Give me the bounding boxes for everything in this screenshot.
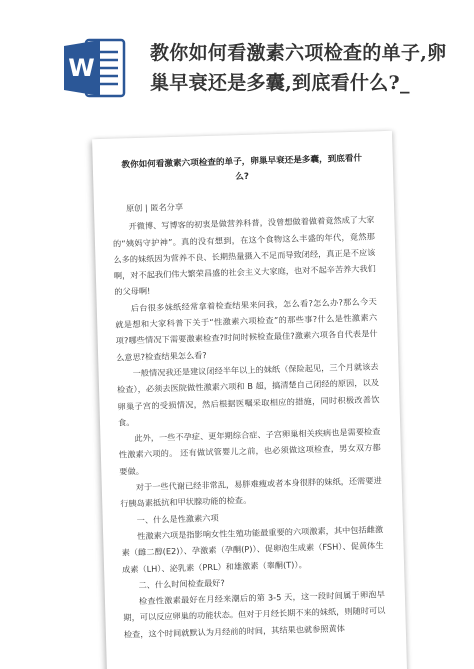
paragraph: 对于一些代谢已经非常乱，易胖难瘦或者本身很胖的妹纸，还需要进行胰岛素抵抗和甲状腺功能的检查。 bbox=[120, 475, 382, 509]
paragraph: 检查性激素最好在月经来潮后的第 3-5 天，这一段时间属于卵泡早期，可以反应卵巢的功能状态。但对于月经长期不来的妹纸，则随时可以检查，这个时间就默认为月经前的时间，其结果也就参照黄体 bbox=[123, 589, 386, 640]
paragraph: 后台很多妹纸经常拿着检查结果来问我，怎么看?怎么办?那么今天就是想和大家科普下关于“性激素六项检查”的那些事?什么是性激素六项?哪些情况下需要激素检查?时间时候检查最佳?激素六项各自代表是什么意思?检查结果怎么看? bbox=[115, 296, 378, 363]
document-page bbox=[92, 131, 408, 669]
paragraph: 性激素六项是指影响女性生殖功能最重要的六项激素，其中包括雌激素（雌二醇(E2)）、孕激素（孕酮(P)）、促卵泡生成素（FSH）、促黄体生成素（LH）、泌乳素（PRL）和雄激素（睾酮(T)）。 bbox=[121, 524, 384, 575]
paragraph: 开微博、写博客的初衷是做营养科普，没曾想做着做着竟然成了大家的“姨妈守护神”。真的没有想到，在这个食物这么丰盛的年代，竟然那么多的妹纸因为营养不良、长期热量摄入不足而导致闭经，真正是不应该啊，对不起我们伟大繁荣昌盛的社会主义大家庭，也对不起辛苦养大我们的父母啊! bbox=[112, 214, 376, 298]
document-body bbox=[111, 151, 386, 642]
document-title: 教你如何看激素六项检查的单子，卵巢早衰还是多囊，到底看什么? bbox=[121, 153, 363, 183]
paragraph: 此外，一些不孕症、更年期综合症、子宫卵巢相关疾病也是需要检查性激素六项的。 还有做试管婴儿之前，也必须做这项检查，男女双方都要做。 bbox=[118, 426, 381, 477]
paragraph: 一般情况我还是建议闭经半年以上的妹纸（保险起见，三个月就该去检查），必须去医院做性激素六项和 B 超，搞清楚自己闭经的原因，以及卵巢子宫的受损情况，然后根据医嘱采取相应的措施，同时积极改善饮食。 bbox=[116, 361, 380, 428]
document-title-banner: 教你如何看激素六项检查的单子,卵巢早衰还是多囊,到底看什么?_ bbox=[150, 42, 447, 94]
section-heading: 一、什么是性激素六项 bbox=[136, 512, 219, 525]
section-heading: 二、什么时间检查最好? bbox=[138, 577, 225, 590]
document-paragraphs bbox=[112, 212, 386, 643]
document-meta: 原创 | 匿名分享 bbox=[125, 201, 184, 214]
svg-text:W: W bbox=[68, 54, 95, 82]
